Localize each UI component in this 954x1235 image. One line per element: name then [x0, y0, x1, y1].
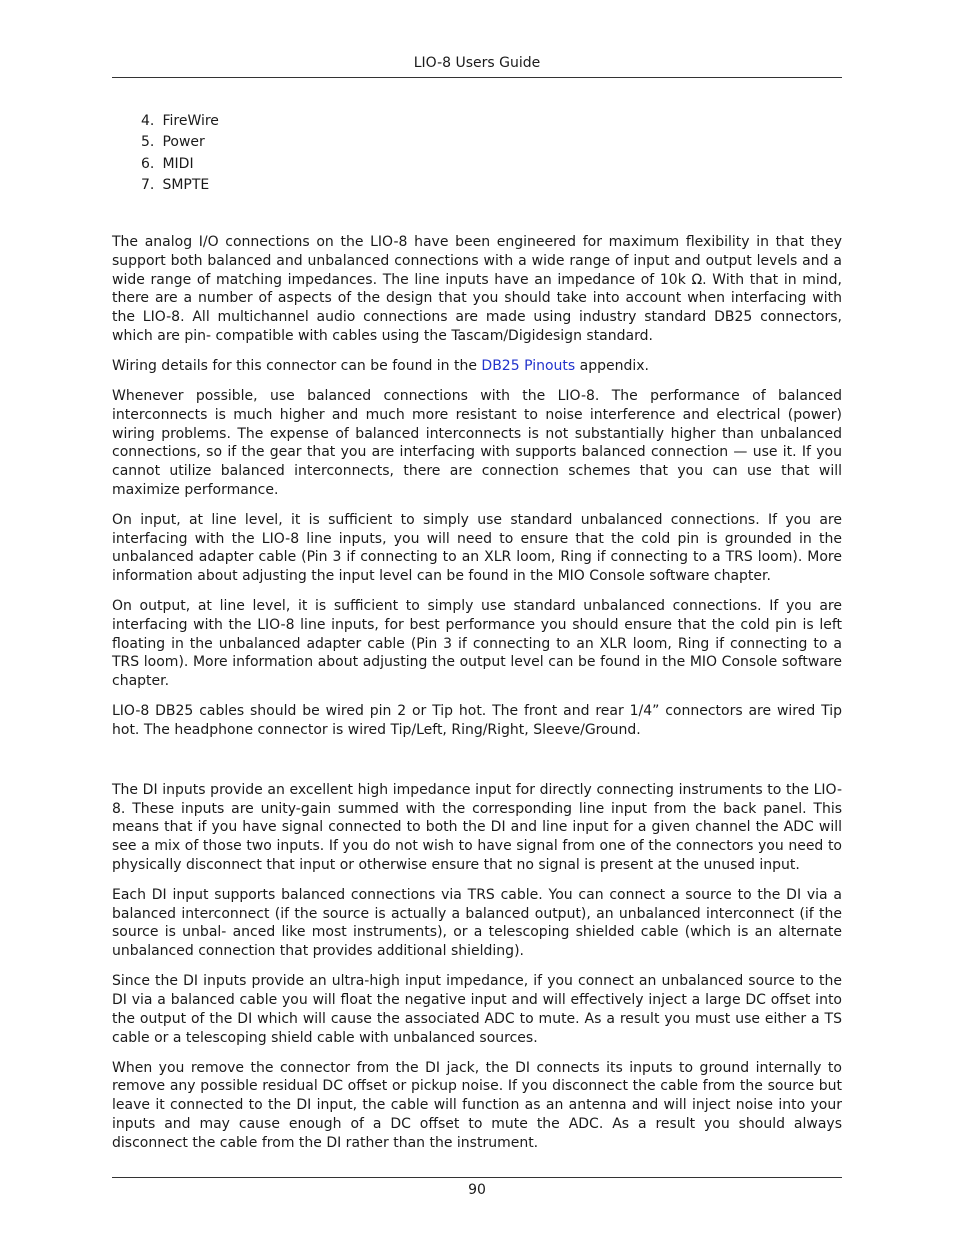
- analog-paragraph-6: LIO-8 DB25 cables should be wired pin 2 or Tip hot. The front and rear 1/4” connectors are wired Tip hot. The headphone connector is wired Tip/Left, Ring/Right, Sleeve/Ground.: [112, 703, 842, 738]
- page-number: 90: [468, 1182, 486, 1198]
- di-paragraph-2: Each DI input supports balanced connections via TRS cable. You can connect a source to the DI via a balanced interconnect (if the source is actually a balanced output), an unbalanced interconnect (if the source is unbal- anced like most instruments), or a telescoping shielded cable (which is an alternate unbalanced connection that provides additional shielding).: [112, 887, 842, 960]
- analog-paragraph-4: On input, at line level, it is sufficient to simply use standard unbalanced connections. If you are interfacing with the LIO-8 line inputs, you will need to ensure that the cold pin is grounded in the unbalanced adapter cable (Pin 3 if connecting to an XLR loom, Ring if connecting to a TRS loom). More information about adjusting the input level can be found in the MIO Console software chapter.: [112, 511, 842, 584]
- analog-paragraph-1: The analog I/O connections on the LIO-8 have been engineered for maximum flexibility in that they support both balanced and unbalanced connections with a wide range of input and output levels and a wide range of matching impedances. The line inputs have an impedance of 10k Ω. With that in mind, there are a number of aspects of the design that you should take into account when interfacing with the LIO-8. All multichannel audio connections are made using industry standard DB25 connectors, which are pin- compatible with cables using the Tascam/Digidesign standard.: [112, 234, 842, 344]
- di-paragraph-1: The DI inputs provide an excellent high impedance input for directly connecting instruments to the LIO-8. These inputs are unity-gain summed with the corresponding line input from the back panel. This means that if you have signal connected to both the DI and line input for a given channel the ADC will see a mix of those two inputs. If you do not wish to have signal from one of the connectors you need to physically disconnect that input or otherwise ensure that no signal is present at the unused input.: [112, 782, 842, 873]
- list-item: 4. FireWire: [141, 113, 219, 129]
- section-gap: [112, 196, 842, 233]
- section-gap: [112, 751, 842, 781]
- di-paragraph-4: When you remove the connector from the DI jack, the DI connects its inputs to ground internally to remove any possible residual DC offset or pickup noise. If you disconnect the cable from the source but leave it connected to the DI input, the cable will function as an antenna and will inject noise into your inputs and may cause enough of a DC offset to mute the ADC. As a result you should always disconnect the cable from the DI rather than the instrument.: [112, 1059, 842, 1151]
- list-item: 7. SMPTE: [141, 176, 210, 193]
- list-item: 5. Power: [141, 134, 205, 151]
- footer-rule: [112, 1177, 842, 1178]
- analog-paragraph-3: Whenever possible, use balanced connections with the LIO-8. The performance of balanced interconnects is much higher and much more resistant to noise interference and electrical (power) wiring problems. The expense of balanced interconnects is not substantially higher than unbalanced connections, so if the gear that you are interfacing with supports balanced connection — use it. If you cannot utilize balanced interconnects, there are connection schemes that you can use that will maximize performance.: [112, 388, 842, 498]
- header-rule: [112, 77, 842, 78]
- analog-paragraph-5: On output, at line level, it is sufficient to simply use standard unbalanced connections. If you are interfacing with the LIO-8 line inputs, for best performance you should ensure that the cold pin is left floating in the unbalanced adapter cable (Pin 3 if connecting to an XLR loom, Ring if connecting to a TRS loom). More information about adjusting the output level can be found in the MIO Console software chapter.: [112, 598, 842, 689]
- list-item: 6. MIDI: [141, 155, 194, 172]
- page-body: [112, 111, 842, 1164]
- db25-pinouts-link[interactable]: DB25 Pinouts: [481, 357, 576, 374]
- numbered-list: [112, 111, 842, 196]
- analog-paragraph-2: Wiring details for this connector can be found in the DB25 Pinouts appendix.: [112, 357, 650, 374]
- running-header: LIO-8 Users Guide: [413, 55, 541, 71]
- di-paragraph-3: Since the DI inputs provide an ultra-high input impedance, if you connect an unbalanced source to the DI via a balanced cable you will float the negative input and will effectively inject a large DC offset into the output of the DI which will cause the associated ADC to mute. As a result you must use either a TS cable or a telescoping shield cable with unbalanced sources.: [112, 973, 842, 1046]
